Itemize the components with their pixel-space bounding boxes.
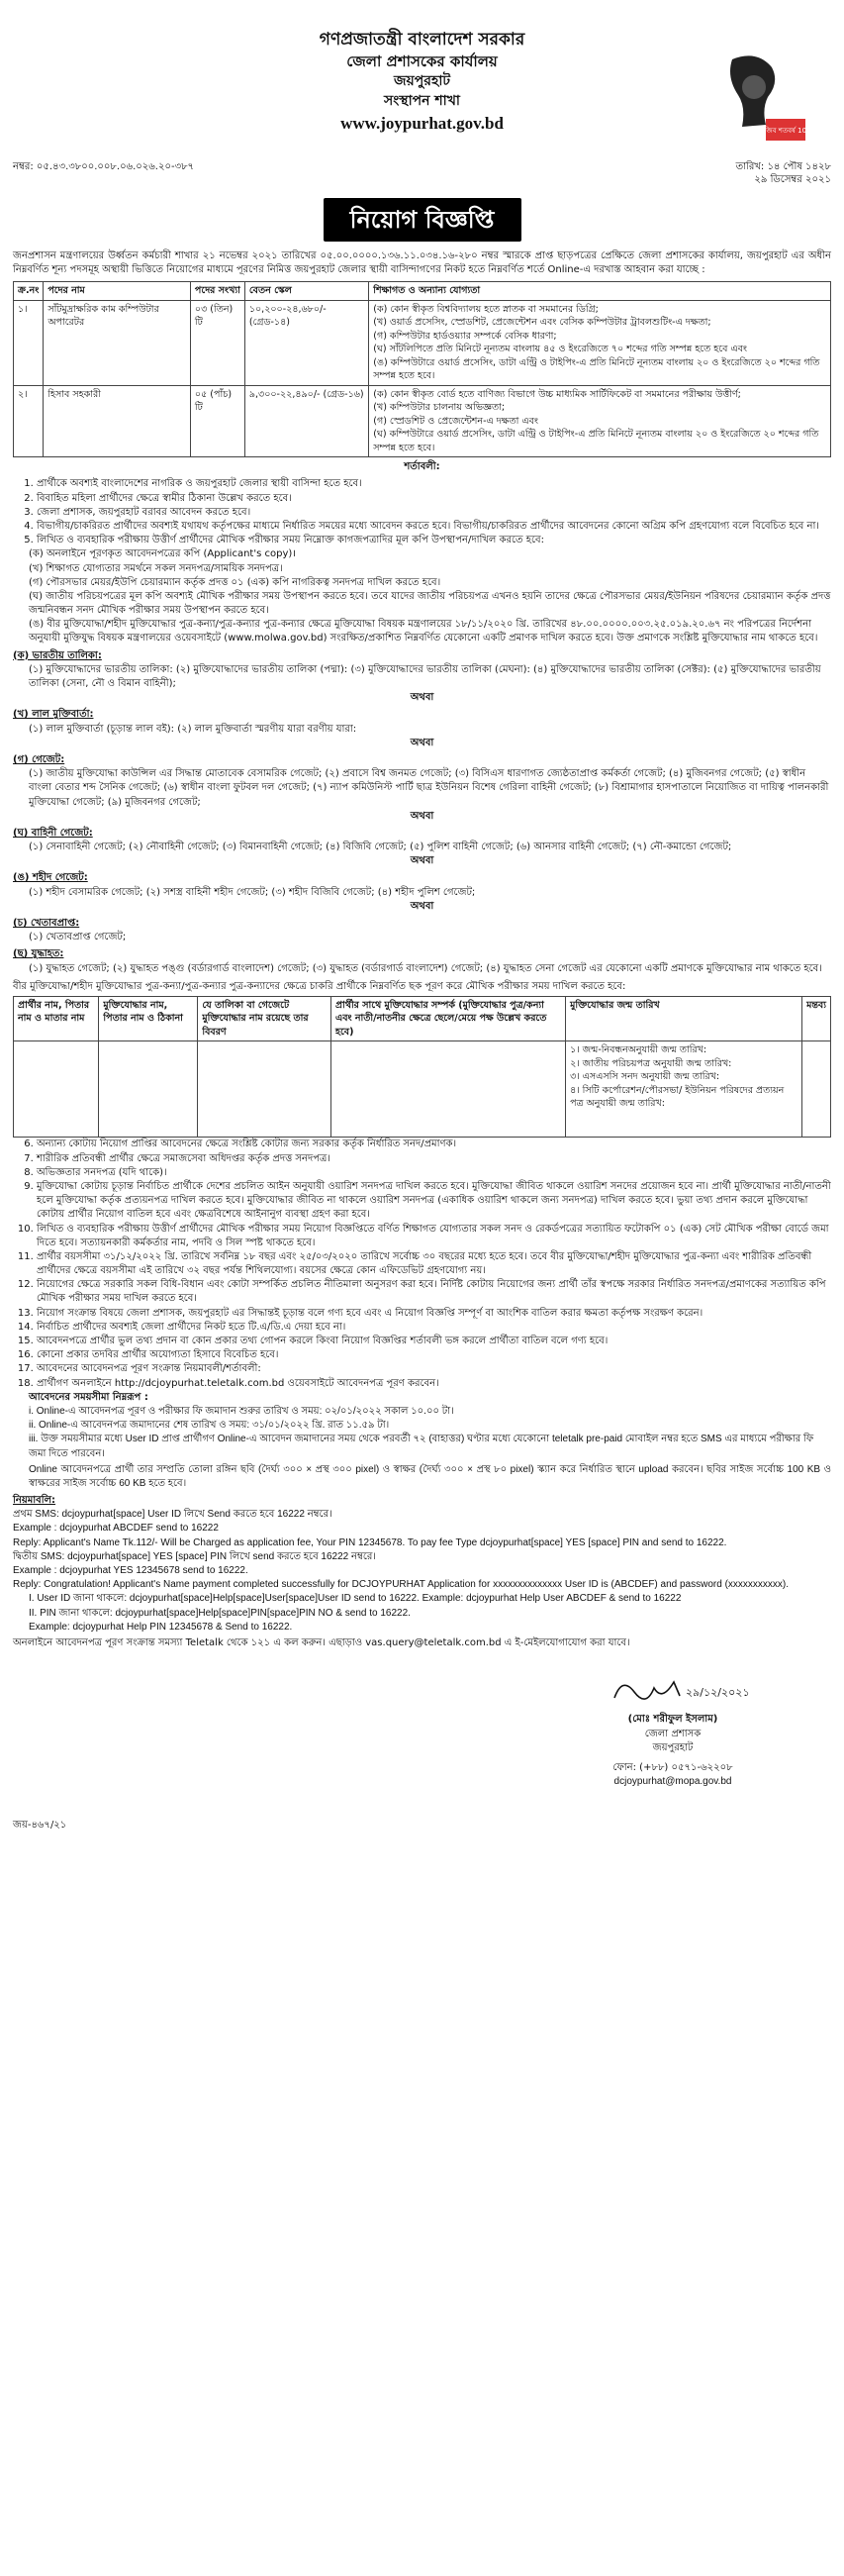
birth-item: ৪। সিটি কর্পোরেশন/পৌরসভা/ ইউনিয়ন পরিষদের প্রত্যয়ন পত্র অনুযায়ী জন্ম তারিখ: <box>570 1084 785 1110</box>
ff-section-title: (ক) ভারতীয় তালিকা: <box>13 649 102 661</box>
signatory-name: (মোঃ শরীফুল ইসলাম) <box>627 1714 718 1726</box>
signature-date: ২৯/১২/২০২১ <box>686 1686 750 1700</box>
table-row <box>14 300 831 385</box>
ff-section-items: (১) শহীদ বেসামরিক গেজেট; (২) সশস্ত্র বাহিনী শহীদ গেজেট; (৩) শহীদ বিজিবি গেজেট; (৪) শহীদ পুলিশ গেজেট; <box>29 886 476 898</box>
ff-header-cell: প্রার্থীর নাম, পিতার নাম ও মাতার নাম <box>14 996 99 1040</box>
gov-title: গণপ্রজাতন্ত্রী বাংলাদেশ সরকার <box>319 30 525 50</box>
condition-item: 15. আবেদনপত্রে প্রার্থীর ভুল তথ্য প্রদান বা কোন প্রকার তথ্য গোপন করলে কিংবা নিয়োগ বিজ্ঞপ্তির শর্তাবলী ভঙ্গ করলে প্রার্থীতা বাতিল বলে গণ্য হবে। <box>37 1335 831 1348</box>
other-conditions-list <box>13 1138 831 1390</box>
intro-paragraph: জনপ্রশাসন মন্ত্রণালয়ের উর্ধ্বতন কর্মচারী শাখার ২১ নভেম্বর ২০২১ তারিখের ০৫.০০.০০০০.১৩৬.১১.০৩৪.১৬-২৮০ নম্বর স্মারকে প্রাপ্ত ছাড়পত্রের প্রেক্ষিতে জেলা প্রশাসকের কার্যালয়, জয়পুরহাট এর অধীন নিম্নবর্ণিত শূন্য পদসমূহ অস্থায়ী ভিত্তিতে নিয়োগের মাধ্যমে পূরণের নিমিত্ত জয়পুরহাট জেলার স্থায়ী বাসিন্দাগণের নিকট হতে নিম্নবর্ণিত শর্তে Online-এ দরখাস্ত আহবান করা যাচ্ছে : <box>13 250 831 276</box>
document-item: (ক) অনলাইনে পূরণকৃত আবেদনপত্রের কপি (Applicant's copy)। <box>29 548 297 560</box>
post-qualification <box>369 300 831 385</box>
qualification-item: (গ) কম্পিউটার হার্ডওয়্যার সম্পর্কে বেসিক ধারণা; <box>373 330 557 342</box>
signature-scribble <box>609 1672 750 1708</box>
post-sl: ২। <box>14 385 44 456</box>
post-count: ০৫ (পাঁচ) টি <box>190 385 244 456</box>
date-en: ২৯ ডিসেম্বর ২০২১ <box>754 174 831 185</box>
sms-line: Reply: Applicant's Name Tk.112/- Will be Charged as application fee, Your PIN 12345678. To pay fee Type dcjoypurhat[space] YES [space] PIN and send to 16222. <box>13 1536 727 1548</box>
signatory-title: জেলা প্রশাসক <box>644 1728 702 1739</box>
post-name: সাঁটমুদ্রাক্ষরিক কাম কম্পিউটার অপারেটর <box>44 300 191 385</box>
or-separator: অথবা <box>410 900 434 912</box>
ff-section-title: (গ) গেজেট: <box>13 753 65 765</box>
ff-section-items: (১) লাল মুক্তিবার্তা (চূড়ান্ত লাল বই): (২) লাল মুক্তিবার্তা স্মরণীয় যারা বরণীয় যারা: <box>29 723 357 735</box>
logo-text: মুজিব শতবর্ষ 100 <box>760 127 811 135</box>
qualification-item: (গ) স্প্রেডশিট ও প্রেজেন্টেশন-এ দক্ষতা এবং <box>373 415 538 427</box>
condition-item: 4. বিভাগীয়/চাকরিরত প্রার্থীদের অবশ্যই যথাযথ কর্তৃপক্ষের মাধ্যমে নির্ধারিত সময়ের মধ্যে আবেদন করতে হবে। বিভাগীয়/চাকরিরত প্রার্থীদের আবেদনের কোনো অগ্রিম কপি গ্রহণযোগ্য বলে বিবেচিত হবে না। <box>37 520 831 534</box>
post-scale: ৯,৩০০-২২,৪৯০/- (গ্রেড-১৬) <box>244 385 368 456</box>
birth-item: ৩। এসএসসি সনদ অনুযায়ী জন্ম তারিখ: <box>570 1071 720 1083</box>
condition-item: 9. মুক্তিযোদ্ধা কোটায় চূড়ান্ত নির্বাচিত প্রার্থীকে দেশের প্রচলিত আইন অনুযায়ী ওয়ারিশ সনদপত্র দাখিল করতে হবে। মুক্তিযোদ্ধা জীবিত থাকলে ওয়ারিশ সনদের প্রয়োজন হবে না। প্রার্থী মুক্তিযোদ্ধার নাতী/নাতনী হলে মুক্তিযোদ্ধা কর্তৃক প্রত্যয়নপত্র দাখিল করতে হবে। মুক্তিযোদ্ধার জীবিত না থাকলে ওয়ারিশ সনদপত্র (একাধিক ওয়ারিশ থাকলে জন্য সনদপত্র) দাখিল করতে হবে। ভুয়া তথ্য প্রদান করলে মুক্তিযোদ্ধা কোটায় প্রার্থীর নিয়োগ বাতিল হবে এবং ক্ষেত্রবিশেষে আইনানুগ ব্যবস্থা গ্রহণ করা হবে। <box>37 1180 831 1223</box>
condition-item: 2. বিবাহিত মহিলা প্রার্থীদের ক্ষেত্রে স্বামীর ঠিকানা উল্লেখ করতে হবে। <box>37 492 831 506</box>
ff-section-title: (খ) লাল মুক্তিবার্তা: <box>13 709 94 721</box>
ff-header-cell: মুক্তিযোদ্ধার নাম, পিতার নাম ও ঠিকানা <box>99 996 198 1040</box>
notice-title: নিয়োগ বিজ্ঞপ্তি <box>324 198 521 242</box>
qualification-item: (ক) কোন স্বীকৃত বিশ্ববিদ্যালয় হতে স্নাতক বা সমমানের ডিগ্রি; <box>373 303 599 315</box>
notice-page <box>13 0 831 1850</box>
memo-row <box>13 160 831 186</box>
date-label: তারিখ: <box>735 161 765 172</box>
ff-table-row <box>14 1041 831 1138</box>
memo-dates <box>736 160 831 186</box>
signatory-email: dcjoypurhat@mopa.gov.bd <box>613 1776 732 1788</box>
signatory-phone: ফোন: (+৮৮) ০৫৭১-৬২২০৮ <box>612 1761 733 1773</box>
online-section <box>13 1391 831 1491</box>
mujib-centenary-logo <box>703 48 811 156</box>
sms-line: Example : dcjoypurhat YES 12345678 send to 16222. <box>13 1565 248 1577</box>
district-title: জয়পুরহাট <box>393 73 451 90</box>
condition-item: 6. অন্যান্য কোটায় নিয়োগ প্রাপ্তির আবেদনের ক্ষেত্রে সংশ্লিষ্ট কোটার জন্য সরকার কর্তৃক নির্ধারিত সনদ/প্রমাণক। <box>37 1138 831 1151</box>
table-row <box>14 385 831 456</box>
post-count: ০৩ (তিন) টি <box>190 300 244 385</box>
website: www.joypurhat.gov.bd <box>340 114 504 134</box>
or-separator: অথবা <box>410 855 434 867</box>
ff-note: বীর মুক্তিযোদ্ধা/শহীদ মুক্তিযোদ্ধার পুত্র-কন্যা/পুত্র-কন্যার পুত্র-কন্যাদের ক্ষেত্রে চাকরি প্রার্থীকে নিম্নবর্ণিত ছক পূরণ করে মৌখিক পরীক্ষার সময় দাখিল করতে হবে: <box>13 980 626 992</box>
conditions-list <box>13 477 831 547</box>
sms-line: Example : dcjoypurhat ABCDEF send to 16222 <box>13 1523 219 1535</box>
document-item: (ঘ) জাতীয় পরিচয়পত্রের মূল কপি অবশ্যই মৌখিক পরীক্ষার সময় উপস্থাপন করতে হবে। তবে যাদের জাতীয় পরিচয়পত্র এখনও হয়নি তাদের ক্ষেত্রে পৌরসভার মেয়র/ইউনিয়ন পরিষদের চেয়ারম্যান কর্তৃক প্রদত্ত জন্মনিবন্ধন সনদ মৌখিক পরীক্ষার সময় উপস্থাপন করতে হবে। <box>29 590 831 617</box>
ff-header-cell: মুক্তিযোদ্ধার জন্ম তারিখ <box>566 996 802 1040</box>
posts-table <box>13 281 831 457</box>
document-item: (খ) শিক্ষাগত যোগ্যতার সমর্থনে সকল সনদপত্র/সাময়িক সনদপত্র। <box>29 562 283 574</box>
signature-block <box>574 1672 772 1789</box>
ff-section-title: (ছ) যুদ্ধাহত: <box>13 948 64 960</box>
condition-item: 10. লিখিত ও ব্যবহারিক পরীক্ষায় উত্তীর্ণ প্রার্থীদের মৌখিক পরীক্ষার সময় নিয়োগ বিজ্ঞপ্তিতে বর্ণিত শিক্ষাগত যোগ্যতার সকল সনদ ও রেকর্ডপত্রের সত্যায়িত ফটোকপি ০১ (এক) সেট মৌখিক পরীক্ষা বোর্ডে জমা দিতে হবে। সত্যায়নকারী কর্মকর্তার নাম, পদবি ও সিল স্পষ্ট থাকতে হবে। <box>37 1223 831 1250</box>
online-item: ii. Online-এ আবেদনপত্র জমাদানের শেষ তারিখ ও সময়: ৩১/০১/২০২২ খ্রি. রাত ১১.৫৯ টা। <box>29 1420 390 1432</box>
qualification-item: (ক) কোন স্বীকৃত বোর্ড হতে বাণিজ্য বিভাগে উচ্চ মাধ্যমিক সার্টিফিকেট বা সমমানের পরীক্ষায় উত্তীর্ণ; <box>373 388 741 400</box>
qualification-item: (ঘ) কম্পিউটারে ওয়ার্ড প্রসেসিং, ডাটা এন্ট্রি ও টাইপিং-এ প্রতি মিনিটে নূন্যতম বাংলায় ২০ ও ইংরেজিতে ২০ শব্দের গতি সম্পন্ন হতে হবে। <box>373 429 819 453</box>
ff-section-title: (ঙ) শহীদ গেজেট: <box>13 872 88 884</box>
qualification-item: (ঘ) সাঁটলিপিতে প্রতি মিনিটে নূন্যতম বাংলায় ৪৫ ও ইংরেজিতে ৭০ শব্দের গতি সম্পন্ন হতে হবে এবং <box>373 344 747 355</box>
help-line: II. PIN জানা থাকলে: dcjoypurhat[space]Help[space]PIN[space]PIN NO & send to 16222. <box>29 1607 411 1619</box>
ff-header-cell: মন্তব্য <box>802 996 831 1040</box>
document-item: (গ) পৌরসভার মেয়র/ইউপি চেয়ারম্যান কর্তৃক প্রদত্ত ০১ (এক) কপি নাগরিকত্ব সনদপত্র দাখিল করতে হবে। <box>29 576 441 588</box>
ff-section-items: (১) যুদ্ধাহত গেজেট; (২) যুদ্ধাহত পঙ্গু (বর্ডারগার্ড বাংলাদেশ) গেজেট; (৩) যুদ্ধাহত (বর্ডারগার্ড বাংলাদেশ) গেজেট; (৪) যুদ্ধাহত সেনা গেজেট এর যেকোনো একটি প্রমাণকে মুক্তিযোদ্ধার নাম থাকতে হবে। <box>29 962 822 974</box>
signature-area <box>13 1652 831 1850</box>
help-line: Example: dcjoypurhat Help PIN 12345678 & Send to 16222. <box>29 1621 293 1633</box>
conditions-title: শর্তাবলী: <box>404 461 440 473</box>
document-item: (ঙ) বীর মুক্তিযোদ্ধা/শহীদ মুক্তিযোদ্ধার পুত্র-কন্যা/পুত্র-কন্যার পুত্র-কন্যার ক্ষেত্রে মুক্তিযোদ্ধা বিষয়ক মন্ত্রণালয়ের ১৮/১১/২০২০ খ্রি. তারিখের ৪৮.০০.০০০০.০০৩.২৫.০১৯.২০.৬৭ নং পরিপত্রের নির্দেশনা অনুযায়ী মুক্তিযুদ্ধ বিষয়ক মন্ত্রণালয়ের ওয়েবসাইটে (www.molwa.gov.bd) সংরক্ষিত/প্রকাশিত নিম্নবর্ণিত যেকোনো একটি প্রমাণক দাখিল করতে হবে। উক্ত প্রমাণকে সংশ্লিষ্ট মুক্তিযোদ্ধার নাম থাকতে হবে। <box>29 619 818 644</box>
birth-item: ২। জাতীয় পরিচয়পত্র অনুযায়ী জন্ম তারিখ: <box>570 1057 732 1069</box>
birth-item: ১। জন্ম-নিবন্ধনঅনুযায়ী জন্ম তারিখ: <box>570 1044 707 1056</box>
online-items <box>29 1405 831 1461</box>
section-title: সংস্থাপন শাখা <box>384 93 460 110</box>
condition-item: 8. অভিজ্ঞতার সনদপত্র (যদি থাকে)। <box>37 1166 831 1180</box>
sms-line: দ্বিতীয় SMS: dcjoypurhat[space] YES [space] PIN লিখে send করতে হবে 16222 নম্বরে। <box>13 1550 376 1562</box>
ff-header-cell: প্রার্থীর সাথে মুক্তিযোদ্ধার সম্পর্ক (মুক্তিযোদ্ধার পুত্র/কন্যা এবং নাতী/নাতনীর ক্ষেত্রে ছেলে/মেয়ে পক্ষ উল্লেখ করতে হবে) <box>330 996 565 1040</box>
or-separator: অথবা <box>410 737 434 748</box>
ff-section-title: (চ) খেতাবপ্রাপ্ত: <box>13 918 80 929</box>
online-item: iii. উক্ত সময়সীমার মধ্যে User ID প্রাপ্ত প্রার্থীগণ Online-এ আবেদন জমাদানের সময় থেকে পরবর্তী ৭২ (বাহাত্তর) ঘণ্টার মধ্যে যেকোনো teletalk pre-paid মোবাইল নম্বর হতে SMS এর মাধ্যমে পরীক্ষার ফি জমা দিতে পারবেন। <box>29 1434 814 1459</box>
documents-list <box>13 547 831 645</box>
online-title: আবেদনের সময়সীমা নিম্নরূপ : <box>29 1391 148 1403</box>
condition-item: 11. প্রার্থীর বয়সসীমা ৩১/১২/২০২২ খ্রি. তারিখে সর্বনিম্ন ১৮ বছর এবং ২৫/০৩/২০২০ তারিখে সর্বোচ্চ ৩০ বছরের মধ্যে হতে হবে। তবে বীর মুক্তিযোদ্ধা/শহীদ মুক্তিযোদ্ধার পুত্র-কন্যা এবং শারীরিক প্রতিবন্ধী প্রার্থীদের ক্ষেত্রে বয়সসীমা এই তারিখে ৩২ বছর পর্যন্ত শিথিলযোগ্য। বয়সের ক্ষেত্রে কোন এফিডেভিট গ্রহণযোগ্য নয়। <box>37 1250 831 1278</box>
office-title: জেলা প্রশাসকের কার্যালয় <box>346 52 498 71</box>
post-sl: ১। <box>14 300 44 385</box>
footer-code: জয়-৪৬৭/২১ <box>13 1819 67 1831</box>
qualification-item: (খ) কম্পিউটার চালনায় অভিজ্ঞতা; <box>373 402 506 414</box>
sms-line: Reply: Congratulation! Applicant's Name payment completed successfully for DCJOYPURHAT Application for xxxxxxxxxxxxxx User ID is (ABCDEF) and password (xxxxxxxxxxx). <box>13 1579 790 1591</box>
condition-item: 18. প্রার্থীগণ অনলাইনে http://dcjoypurhat.teletalk.com.bd ওয়েবসাইটে আবেদনপত্র পূরণ করবেন। <box>37 1377 831 1391</box>
qualification-item: (খ) ওয়ার্ড প্রসেসিং, স্প্রেডশিট, প্রেজেন্টেশন এবং বেসিক কম্পিউটার ট্রাবলশুটিং-এ দক্ষতা; <box>373 317 711 329</box>
posts-header-cell: ক্র.নং <box>14 282 44 300</box>
condition-item: 13. নিয়োগ সংক্রান্ত বিষয়ে জেলা প্রশাসক, জয়পুরহাট এর সিদ্ধান্তই চূড়ান্ত বলে গণ্য হবে এবং এ নিয়োগ বিজ্ঞপ্তি সম্পূর্ণ বা আংশিক বাতিল করার ক্ষমতা কর্তৃপক্ষ সংরক্ষণ করেন। <box>37 1307 831 1321</box>
qualification-item: (ঙ) কম্পিউটারে ওয়ার্ড প্রসেসিং, ডাটা এন্ট্রি ও টাইপিং-এ প্রতি মিনিটে নূন্যতম বাংলায় ২০ ও ইংরেজিতে ২০ শব্দের গতি সম্পন্ন হতে হবে। <box>373 356 820 382</box>
posts-header-cell: পদের সংখ্যা <box>190 282 244 300</box>
contact-note: অনলাইনে আবেদনপত্র পূরণ সংক্রান্ত সমস্যা Teletalk থেকে ১২১ এ কল করুন। এছাড়াও vas.query@teletalk.com.bd এ ই-মেইলযোগাযোগ করা যাবে। <box>13 1636 630 1648</box>
condition-item: 3. জেলা প্রশাসক, জয়পুরহাট বরাবর আবেদন করতে হবে। <box>37 506 831 520</box>
post-name: হিসাব সহকারী <box>44 385 191 456</box>
photo-note: Online আবেদনপত্রে প্রার্থী তার সম্প্রতি তোলা রঙ্গিন ছবি (দৈর্ঘ্য ৩০০ × প্রস্থ ৩০০ pixel) ও স্বাক্ষর (দৈর্ঘ্য ৩০০ × প্রস্থ ৮০ pixel) স্ক্যান করে নির্ধারিত স্থানে upload করবেন। ছবির সাইজ সর্বোচ্চ 100 KB ও স্বাক্ষরের সাইজ সর্বোচ্চ 60 KB হতে হবে। <box>29 1463 831 1489</box>
ff-section-items: (১) মুক্তিযোদ্ধাদের ভারতীয় তালিকা: (২) মুক্তিযোদ্ধাদের ভারতীয় তালিকা (পদ্মা): (৩) মুক্তিযোদ্ধাদের ভারতীয় তালিকা (মেঘনা): (৪) মুক্তিযোদ্ধাদের ভারতীয় তালিকা (সেক্টর): (৫) মুক্তিযোদ্ধাদের ভারতীয় তালিকা (সেনা, নৌ ও বিমান বাহিনী); <box>29 663 821 689</box>
ff-header-cell: যে তালিকা বা গেজেটে মুক্তিযোদ্ধার নাম রয়েছে তার বিবরণ <box>198 996 331 1040</box>
signatory-district: জয়পুরহাট <box>652 1741 694 1753</box>
memo-number: নম্বর: ০৫.৪৩.৩৮০০.০০৮.০৬.০২৬.২০-৩৮৭ <box>13 161 195 172</box>
condition-item: 12. নিয়োগের ক্ষেত্রে সরকারি সকল বিধি-বিধান এবং কোটা সম্পর্কিত প্রচলিত নীতিমালা অনুসরণ করা হবে। নির্দিষ্ট কোটায় নিয়োগের জন্য প্রার্থী তাঁর স্বপক্ষে সরকার নির্ধারিত সনদপত্র/প্রমাণকের সত্যায়িত কপি মৌখিক পরীক্ষার সময় দাখিল করতে হবে। <box>37 1278 831 1306</box>
date-bn: ১৪ পৌষ ১৪২৮ <box>767 161 831 172</box>
sms-title: নিয়মাবলি: <box>13 1495 56 1507</box>
sms-instructions <box>13 1508 831 1592</box>
sms-line: প্রথম SMS: dcjoypurhat[space] User ID লিখে Send করতে হবে 16222 নম্বরে। <box>13 1509 332 1521</box>
header <box>13 28 831 156</box>
posts-header-cell: বেতন স্কেল <box>244 282 368 300</box>
posts-header-cell: শিক্ষাগত ও অন্যান্য যোগ্যতা <box>369 282 831 300</box>
post-qualification <box>369 385 831 456</box>
condition-item: 1. প্রার্থীকে অবশ্যই বাংলাদেশের নাগরিক ও জয়পুরহাট জেলার স্থায়ী বাসিন্দা হতে হবে। <box>37 477 831 491</box>
ff-section-title: (ঘ) বাহিনী গেজেট: <box>13 827 93 839</box>
condition-item: 7. শারীরিক প্রতিবন্ধী প্রার্থীর ক্ষেত্রে সমাজসেবা অধিদপ্তর কর্তৃক প্রদত্ত সনদপত্র। <box>37 1152 831 1166</box>
posts-header-cell: পদের নাম <box>44 282 191 300</box>
post-scale: ১০,২০০-২৪,৬৮০/- (গ্রেড-১৪) <box>244 300 368 385</box>
condition-item: 14. নির্বাচিত প্রার্থীদের অবশ্যই জেলা প্রার্থীদের নিকট হতে টি.এ/ডি.এ দেয়া হবে না। <box>37 1321 831 1335</box>
condition-item: 5. লিখিত ও ব্যবহারিক পরীক্ষায় উত্তীর্ণ প্রার্থীদের মৌখিক পরীক্ষার সময় নিম্নোক্ত কাগজপত্রাদির মূল কপি উপস্থাপন/দাখিল করতে হবে: <box>37 534 831 547</box>
ff-section-items: (১) সেনাবাহিনী গেজেট; (২) নৌবাহিনী গেজেট; (৩) বিমানবাহিনী গেজেট; (৪) বিজিবি গেজেট; (৫) পুলিশ বাহিনী গেজেট; (৬) আনসার বাহিনী গেজেট; (৭) নৌ-কমান্ডো গেজেট; <box>29 842 732 853</box>
or-separator: অথবা <box>410 692 434 704</box>
condition-item: 17. আবেদনের আবেদনপত্র পূরণ সংক্রান্ত নিয়মাবলী/শর্তাবলী: <box>37 1362 831 1376</box>
or-separator: অথবা <box>410 810 434 822</box>
help-instructions <box>13 1592 831 1635</box>
ff-section-items: (১) জাতীয় মুক্তিযোদ্ধা কাউন্সিল এর সিদ্ধান্ত মোতাবেক বেসামরিক গেজেট; (২) প্রবাসে বিশ্ব জনমত গেজেট; (৩) বিসিএস ধারণাগত জ্যেষ্ঠতাপ্রাপ্ত কর্মকর্তা গেজেট; (৪) মুজিবনগর গেজেট; (৫) স্বাধীন বাংলা বেতার শব্দ সৈনিক গেজেট; (৬) স্বাধীন বাংলা ফুটবল দল গেজেট; (৭) ন্যাপ কমিউনিস্ট পার্টি ছাত্র ইউনিয়ন বিশেষ গেরিলা বাহিনী গেজেট; (৮) বিশ্রামাগার হাসপাতালে নিয়োজিত বা দায়িত্ব পালনকারী মুক্তিযোদ্ধা গেজেট; (৯) মুজিবনগর গেজেট; <box>29 768 829 808</box>
ff-table <box>13 996 831 1138</box>
ff-section-items: (১) খেতাবপ্রাপ্ত গেজেট; <box>29 932 127 943</box>
condition-item: 16. কোনো প্রকার তদবির প্রার্থীর অযোগ্যতা হিসাবে বিবেচিত হবে। <box>37 1348 831 1362</box>
help-line: I. User ID জানা থাকলে: dcjoypurhat[space]Help[space]User[space]User ID send to 16222. Example: dcjoypurhat Help User ABCDEF & send to 16222 <box>29 1593 682 1605</box>
online-item: i. Online-এ আবেদনপত্র পূরণ ও পরীক্ষার ফি জমাদান শুরুর তারিখ ও সময়: ০২/০১/২০২২ সকাল ১০.০০ টা। <box>29 1405 454 1417</box>
freedom-fighter-sections <box>13 649 831 976</box>
